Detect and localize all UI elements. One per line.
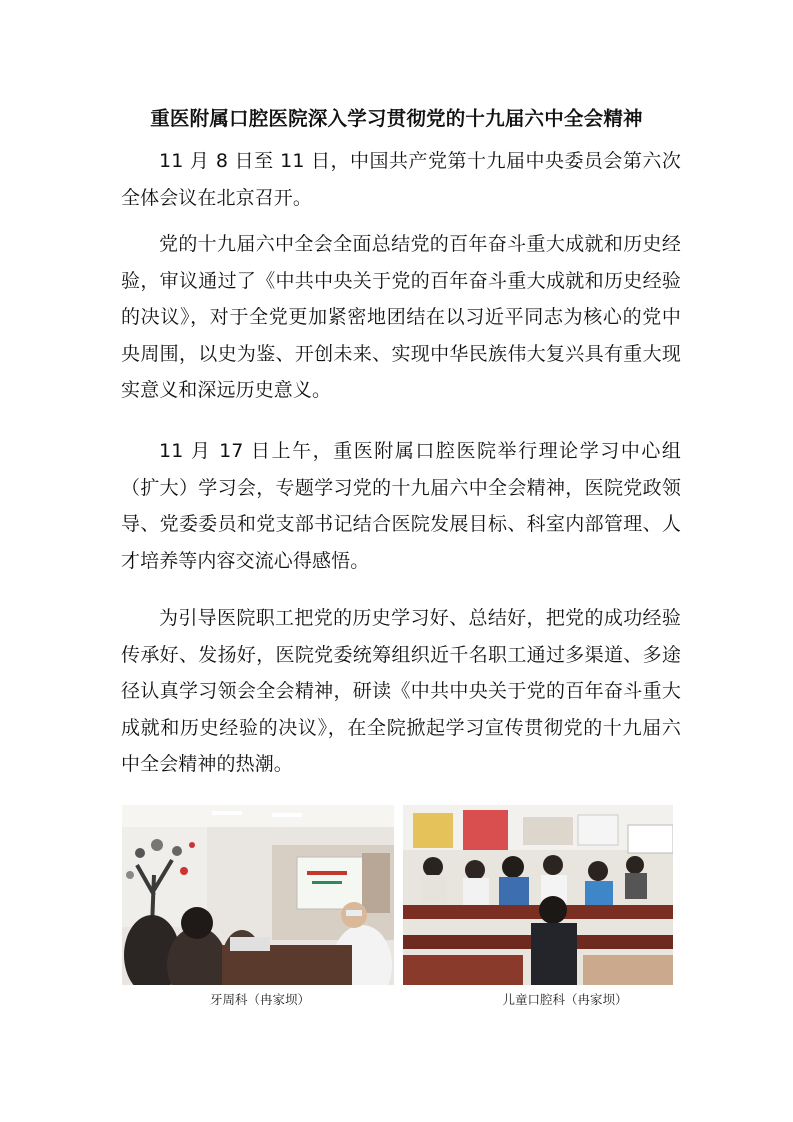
paragraph-plenum-summary: 党的十九届六中全会全面总结党的百年奋斗重大成就和历史经验，审议通过了《中共中央关于党的百年奋斗重大成就和历史经验的决议》，对于全党更加紧密地团结在以习近平同志为核心的党中央周围，以史为鉴、开创未来、实现中华民族伟大复兴具有重大现实意义和深远历史意义。 bbox=[121, 233, 681, 401]
photo-caption-pediatric-dentistry: 儿童口腔科（冉家坝） bbox=[502, 992, 628, 1007]
photo-caption-periodontics: 牙周科（冉家坝） bbox=[209, 992, 310, 1007]
paragraph-study-session: 11 月 17 日上午，重医附属口腔医院举行理论学习中心组（扩大）学习会，专题学习党的十九届六中全会精神，医院党政领导、党委委员和党支部书记结合医院发展目标、科室内部管理、人才培养等内容交流心得感悟。 bbox=[121, 440, 681, 572]
document-title: 重医附属口腔医院深入学习贯彻党的十九届六中全会精神 bbox=[150, 107, 643, 130]
paragraph-meeting-dates: 11 月 8 日至 11 日，中国共产党第十九届中央委员会第六次全体会议在北京召开。 bbox=[121, 150, 681, 209]
paragraph-staff-learning: 为引导医院职工把党的历史学习好、总结好，把党的成功经验传承好、发扬好，医院党委统筹组织近千名职工通过多渠道、多途径认真学习领会全会精神，研读《中共中央关于党的百年奋斗重大成就和历史经验的决议》，在全院掀起学习宣传贯彻党的十九届六中全会精神的热潮。 bbox=[121, 607, 681, 775]
photo-pediatric-dentistry-meeting bbox=[403, 805, 673, 985]
photo-periodontics-meeting bbox=[122, 805, 394, 985]
